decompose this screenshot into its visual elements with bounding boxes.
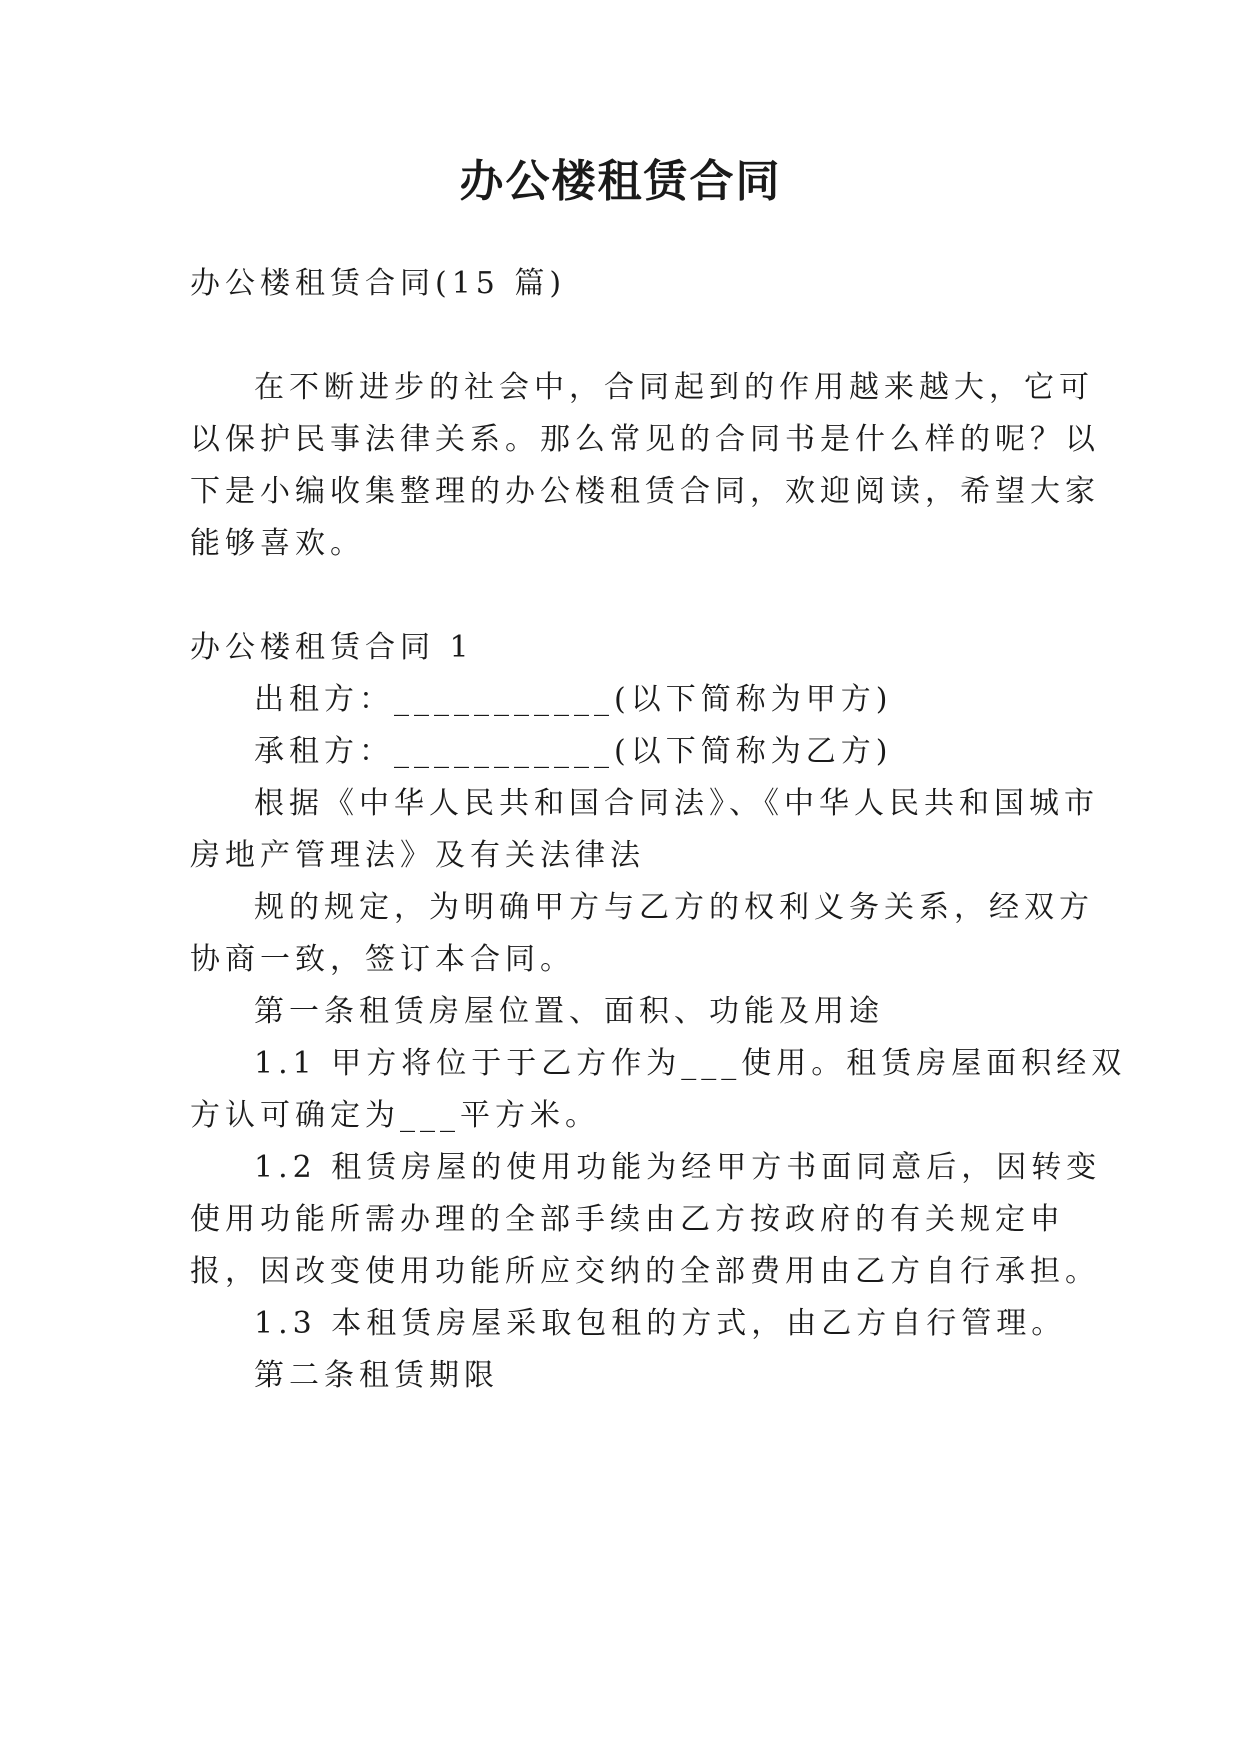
body-line-1: 根据《中华人民共和国合同法》、《中华人民共和国城市	[254, 786, 1099, 821]
intro-line-3: 下是小编收集整理的办公楼租赁合同，欢迎阅读，希望大家	[190, 474, 1100, 509]
intro-line-1: 在不断进步的社会中，合同起到的作用越来越大，它可	[254, 370, 1094, 405]
clause-1-2-line-2: 使用功能所需办理的全部手续由乙方按政府的有关规定申	[190, 1202, 1065, 1237]
document-title: 办公楼租赁合同	[459, 156, 782, 207]
clause-1-3: 1.3 本租赁房屋采取包租的方式，由乙方自行管理。	[254, 1306, 1067, 1341]
article-1-heading: 第一条租赁房屋位置、面积、功能及用途	[254, 994, 884, 1029]
intro-line-2: 以保护民事法律关系。那么常见的合同书是什么样的呢？以	[190, 422, 1100, 457]
clause-1-2-line-1: 1.2 租赁房屋的使用功能为经甲方书面同意后，因转变	[254, 1150, 1102, 1185]
article-2-heading: 第二条租赁期限	[254, 1358, 499, 1393]
clause-1-1-line-1: 1.1 甲方将位于于乙方作为___使用。租赁房屋面积经双	[254, 1046, 1127, 1081]
body-line-2: 房地产管理法》及有关法律法	[190, 838, 645, 873]
intro-line-4: 能够喜欢。	[190, 526, 365, 561]
body-line-3: 规的规定，为明确甲方与乙方的权利义务关系，经双方	[254, 890, 1094, 925]
lessee-line: 承租方：___________(以下简称为乙方)	[254, 734, 893, 769]
document-subtitle: 办公楼租赁合同(15 篇)	[190, 266, 567, 301]
section-heading: 办公楼租赁合同 1	[190, 630, 474, 665]
lessor-line: 出租方：___________(以下简称为甲方)	[254, 682, 893, 717]
clause-1-1-line-2: 方认可确定为___平方米。	[190, 1098, 600, 1133]
body-line-4: 协商一致，签订本合同。	[190, 942, 575, 977]
clause-1-2-line-3: 报，因改变使用功能所应交纳的全部费用由乙方自行承担。	[190, 1254, 1100, 1289]
